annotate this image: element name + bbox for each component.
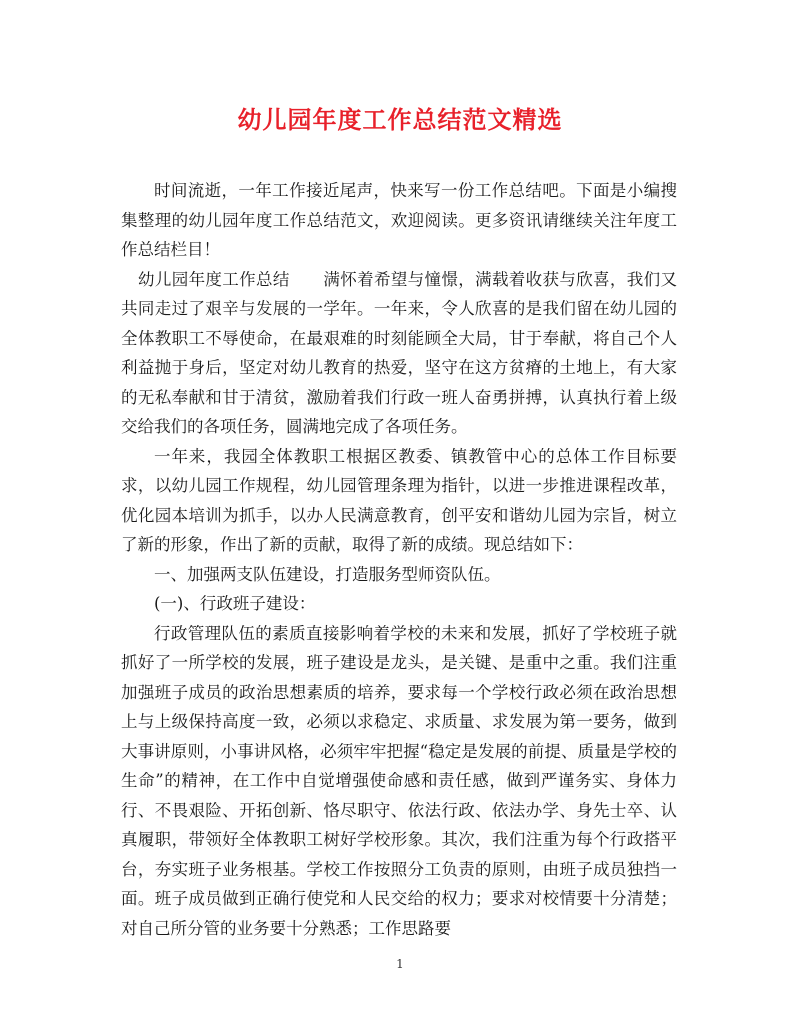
section-heading-1: 一、加强两支队伍建设，打造服务型师资队伍。 bbox=[154, 564, 501, 584]
subsection-heading-1: (一)、行政班子建设： bbox=[154, 594, 316, 613]
document-body bbox=[121, 176, 677, 943]
paragraph-admin-team: 行政管理队伍的素质直接影响着学校的未来和发展，抓好了学校班子就抓好了一所学校的发展，班子建设是龙头，是关键、是重中之重。我们注重加强班子成员的政治思想素质的培养，要求每一个学校行政必须在政治思想上与上级保持高度一致，必须以求稳定、求质量、求发展为第一要务，做到大事讲原则，小事讲风格，必须牢牢把握“稳定是发展的前提、质量是学校的生命”的精神，在工作中自觉增强使命感和责任感，做到严谨务实、身体力行、不畏艰险、开拓创新、恪尽职守、依法行政、依法办学、身先士卒、认真履职，带领好全体教职工树好学校形象。其次，我们注重为每个行政搭平台，夯实班子业务根基。学校工作按照分工负责的原则，由班子成员独挡一面。班子成员做到正确行使党和人民交给的权力；要求对校情要十分清楚；对自己所分管的业务要十分熟悉；工作思路要 bbox=[121, 623, 677, 938]
paragraph-overview: 一年来，我园全体教职工根据区教委、镇教管中心的总体工作目标要求，以幼儿园工作规程，幼儿园管理条理为指针，以进一步推进课程改革，优化园本培训为抓手，以办人民满意教育，创平安和谐幼儿园为宗旨，树立了新的形象，作出了新的贡献，取得了新的成绩。现总结如下： bbox=[121, 446, 677, 554]
document-title: 幼儿园年度工作总结范文精选 bbox=[237, 105, 563, 134]
paragraph-summary-opening: 幼儿园年度工作总结 满怀着希望与憧憬，满载着收获与欣喜，我们又共同走过了艰辛与发展的一学年。一年来，令人欣喜的是我们留在幼儿园的全体教职工不辱使命，在最艰难的时刻能顾全大局，甘于奉献，将自己个人利益抛于身后，坚定对幼儿教育的热爱，坚守在这方贫瘠的土地上，有大家的无私奉献和甘于清贫，激励着我们行政一班人奋勇拼搏，认真执行着上级交给我们的各项任务，圆满地完成了各项任务。 bbox=[121, 269, 677, 436]
page-number: 1 bbox=[396, 957, 404, 971]
paragraph-intro: 时间流逝，一年工作接近尾声，快来写一份工作总结吧。下面是小编搜集整理的幼儿园年度工作总结范文，欢迎阅读。更多资讯请继续关注年度工作总结栏目！ bbox=[121, 181, 677, 259]
